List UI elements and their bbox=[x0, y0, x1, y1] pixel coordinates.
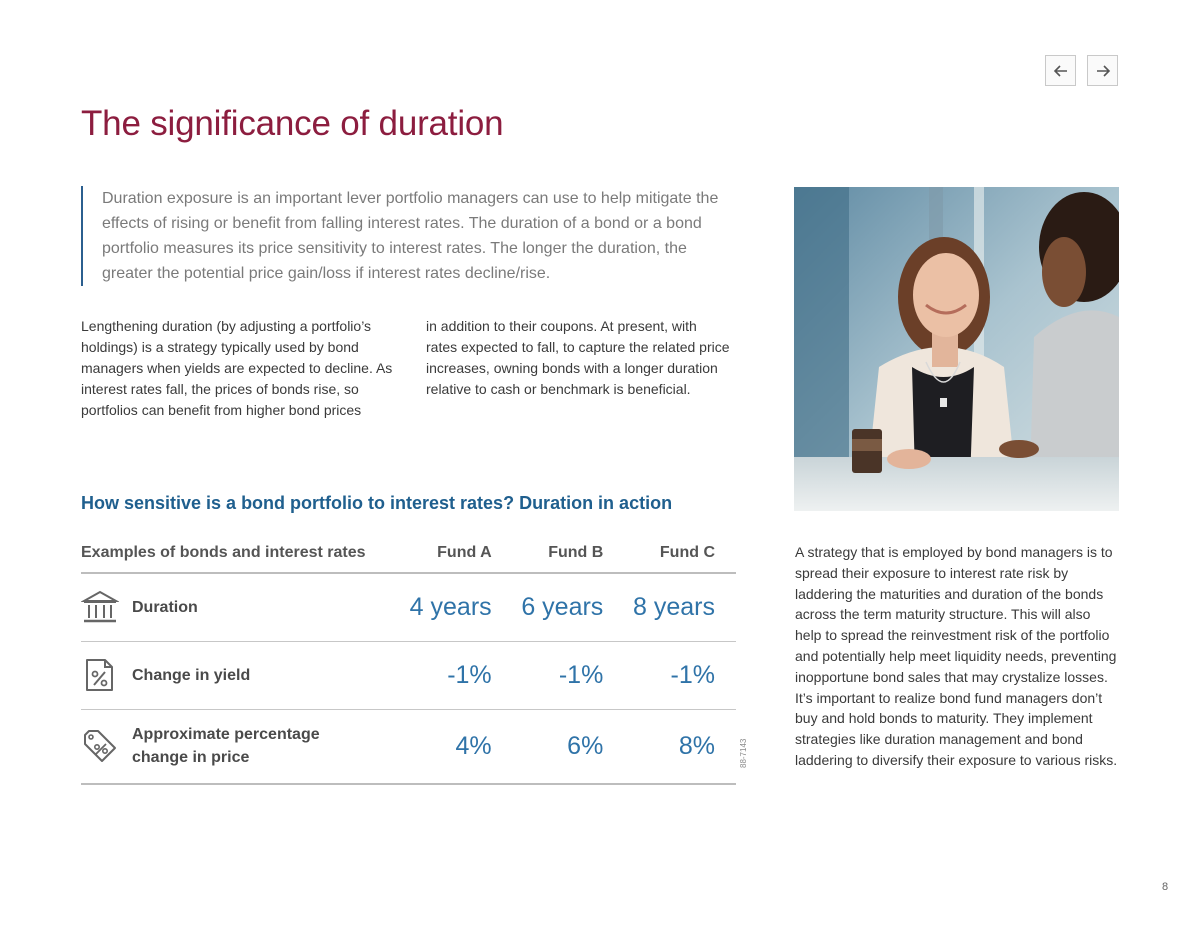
table-cell: -1% bbox=[401, 641, 513, 709]
table-header: Fund C bbox=[624, 533, 736, 573]
table-header: Fund B bbox=[513, 533, 625, 573]
intro-callout: Duration exposure is an important lever portfolio managers can use to help mitigate the effects of rising or benefit from falling interest rates. The duration of a bond or a bond portfolio measures its price sensitivity to interest rates. The longer the duration, the greater the potential price gain/loss if interest rates decline/rise. bbox=[81, 186, 741, 286]
arrow-left-icon bbox=[1052, 62, 1070, 80]
table-row bbox=[81, 709, 736, 784]
table-cell: 8% bbox=[624, 709, 736, 784]
table-cell: 4 years bbox=[401, 573, 513, 641]
table-cell: 8 years bbox=[624, 573, 736, 641]
bank-icon bbox=[81, 588, 119, 626]
business-meeting-photo bbox=[794, 187, 1119, 511]
page-number: 8 bbox=[1162, 881, 1169, 893]
table-header: Examples of bonds and interest rates bbox=[81, 533, 401, 573]
table-row bbox=[81, 641, 736, 709]
arrow-right-icon bbox=[1094, 62, 1112, 80]
body-column-2: in addition to their coupons. At present, with rates expected to fall, to capture the related price increases, owning bonds with a longer duration relative to cash or benchmark is beneficial. bbox=[426, 318, 730, 397]
row-label: Approximate percentage change in price bbox=[132, 726, 320, 767]
table-cell: 6% bbox=[513, 709, 625, 784]
table-cell: -1% bbox=[513, 641, 625, 709]
body-column-1: Lengthening duration (by adjusting a portfolio’s holdings) is a strategy typically used by bond managers when yields are expected to decline. As interest rates fall, the prices of bonds rise, so portfolios can benefit from higher bond prices bbox=[81, 318, 393, 418]
table-header: Fund A bbox=[401, 533, 513, 573]
row-label: Duration bbox=[132, 598, 198, 616]
page-title: The significance of duration bbox=[81, 104, 504, 143]
previous-page-button[interactable] bbox=[1045, 55, 1076, 86]
reference-code: 88-7143 bbox=[739, 738, 748, 768]
sidebar-paragraph: A strategy that is employed by bond managers is to spread their exposure to interest rate risk by laddering the maturities and duration of the bonds across the term maturity structure. This will also help to spread the reinvestment risk of the portfolio and potentially help meet liquidity needs, preventing inopportune bond sales that may crystalize losses. It’s important to realize bond fund managers don’t buy and hold bonds to maturity. They implement strategies like duration management and bond laddering to diversify their exposure to various risks. bbox=[795, 544, 1118, 768]
table-cell: 6 years bbox=[513, 573, 625, 641]
row-label: Change in yield bbox=[132, 666, 251, 684]
price-tag-percent-icon bbox=[81, 727, 119, 765]
next-page-button[interactable] bbox=[1087, 55, 1118, 86]
table-header-row bbox=[81, 533, 736, 573]
table-cell: -1% bbox=[624, 641, 736, 709]
table-cell: 4% bbox=[401, 709, 513, 784]
table-row bbox=[81, 573, 736, 641]
duration-table bbox=[81, 533, 736, 785]
section-heading: How sensitive is a bond portfolio to interest rates? Duration in action bbox=[81, 493, 673, 513]
percent-document-icon bbox=[81, 656, 119, 694]
